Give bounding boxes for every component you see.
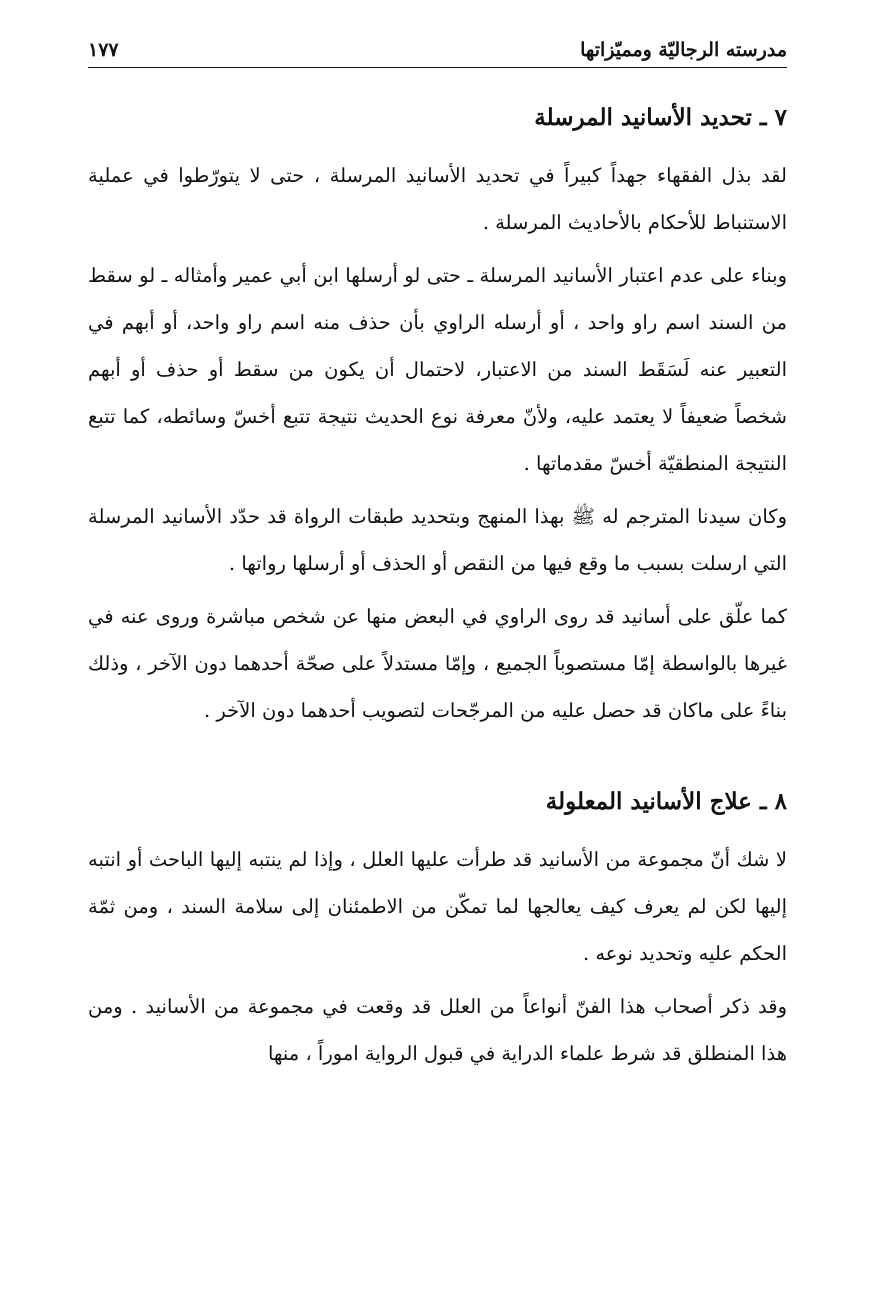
paragraph: لا شك أنّ مجموعة من الأسانيد قد طرأت عليها العلل ، وإذا لم ينتبه إليها الباحث أو انتبه إليها لكن لم يعرف كيف يعالجها لما تمكّن من الاطمئنان إلى سلامة السند ، ومن ثمّة الحكم عليه وتحديد نوعه .: [88, 848, 787, 965]
section-spacer: [88, 740, 787, 780]
section-title: ٧ ـ تحديد الأسانيد المرسلة: [534, 104, 787, 131]
page-header: [88, 34, 787, 68]
page-body: [88, 96, 787, 1083]
page-number: ١٧٧: [88, 39, 119, 61]
paragraph: كما علّق على أسانيد قد روى الراوي في البعض منها عن شخص مباشرة وروى عنه في غيرها بالواسطة إمّا مستصوباً الجميع ، وإمّا مستدلاً على صحّة أحدهما دون الآخر ، وذلك بناءً على ماكان قد حصل عليه من المرجّحات لتصويب أحدهما دون الآخر .: [88, 605, 787, 722]
paragraph: لقد بذل الفقهاء جهداً كبيراً في تحديد الأسانيد المرسلة ، حتى لا يتورّطوا في عملية الاستنباط للأحكام بالأحاديث المرسلة .: [88, 164, 787, 234]
section-7: [88, 96, 787, 734]
paragraph: وكان سيدنا المترجم له ﷺ بهذا المنهج وبتحديد طبقات الرواة قد حدّد الأسانيد المرسلة التي ارسلت بسبب ما وقع فيها من النقص أو الحذف أو أرسلها رواتها .: [88, 505, 787, 575]
paragraph: وبناء على عدم اعتبار الأسانيد المرسلة ـ حتى لو أرسلها ابن أبي عمير وأمثاله ـ لو سقط من السند اسم راو واحد ، أو أرسله الراوي بأن حذف منه اسم راو واحد، أو أبهم في التعبير عنه لَسَقَط السند من الاعتبار، لاحتمال أن يكون من سقط أو حذف أو أبهم شخصاً ضعيفاً لا يعتمد عليه، ولأنّ معرفة نوع الحديث نتيجة تتبع أخسّ وسائطه، كما تتبع النتيجة المنطقيّة أخسّ مقدماتها .: [88, 264, 787, 475]
paragraph: وقد ذكر أصحاب هذا الفنّ أنواعاً من العلل قد وقعت في مجموعة من الأسانيد . ومن هذا المنطلق قد شرط علماء الدراية في قبول الرواية اموراً ، منها: [88, 995, 787, 1065]
section-title: ٨ ـ علاج الأسانيد المعلولة: [545, 788, 787, 815]
section-8: [88, 780, 787, 1077]
running-title: مدرسته الرجاليّة ومميّزاتها: [580, 39, 787, 61]
